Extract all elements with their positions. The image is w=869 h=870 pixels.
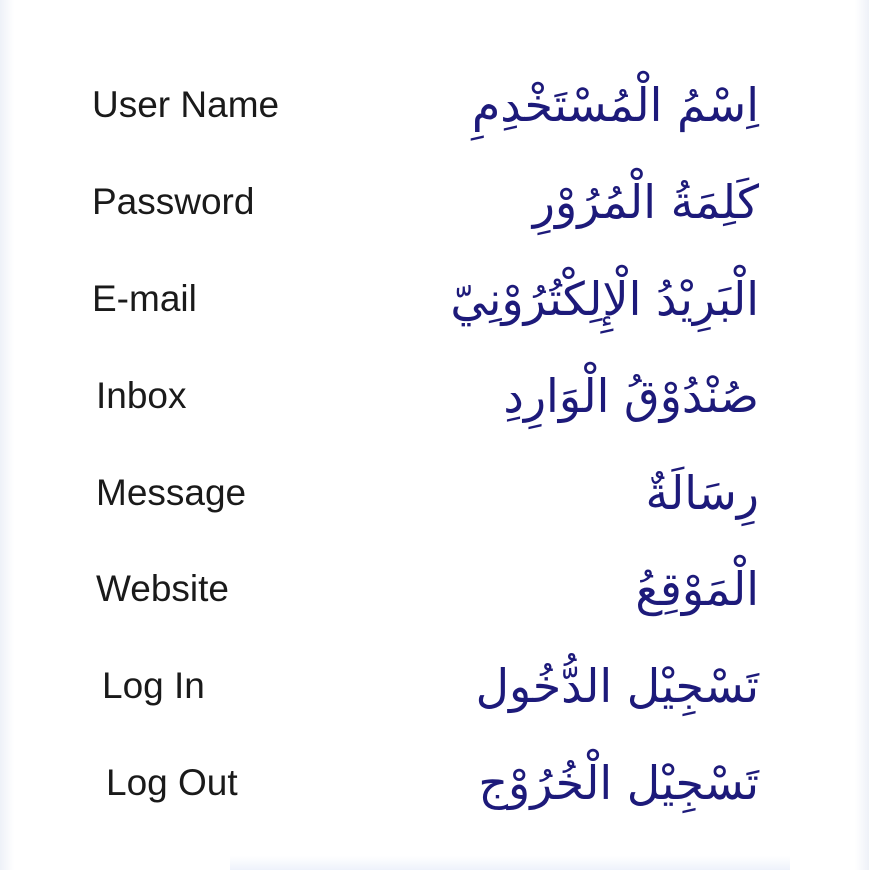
english-term: Log In — [102, 665, 205, 707]
vocab-row-website — [0, 541, 869, 638]
arabic-term: الْبَرِيْدُ الْإِلِكْتُرُوْنِيّ — [450, 271, 759, 326]
vocab-row-inbox — [0, 347, 869, 444]
arabic-term: اِسْمُ الْمُسْتَخْدِمِ — [471, 78, 759, 133]
vocabulary-list — [0, 57, 869, 831]
vocab-row-password — [0, 154, 869, 251]
vocab-row-email — [0, 251, 869, 348]
arabic-term: تَسْجِيْل الْخُرُوْج — [478, 755, 759, 810]
english-term: E-mail — [92, 277, 197, 319]
vocab-row-log-in — [0, 638, 869, 735]
vocab-row-message — [0, 444, 869, 541]
arabic-term: تَسْجِيْل الدُّخُول — [475, 659, 759, 714]
english-term: Log Out — [106, 761, 238, 803]
bottom-edge-shade — [230, 856, 790, 870]
arabic-term: الْمَوْقِعُ — [635, 562, 759, 617]
english-term: Message — [96, 471, 247, 513]
arabic-term: رِسَالَةٌ — [645, 465, 759, 520]
vocab-row-user-name — [0, 57, 869, 154]
vocab-row-log-out — [0, 735, 869, 832]
english-term: Website — [96, 568, 229, 610]
arabic-term: صُنْدُوْقُ الْوَارِدِ — [503, 368, 759, 423]
english-term: Inbox — [96, 374, 187, 416]
arabic-term: كَلِمَةُ الْمُرُوْرِ — [532, 175, 759, 230]
english-term: Password — [92, 181, 255, 223]
english-term: User Name — [92, 84, 280, 126]
